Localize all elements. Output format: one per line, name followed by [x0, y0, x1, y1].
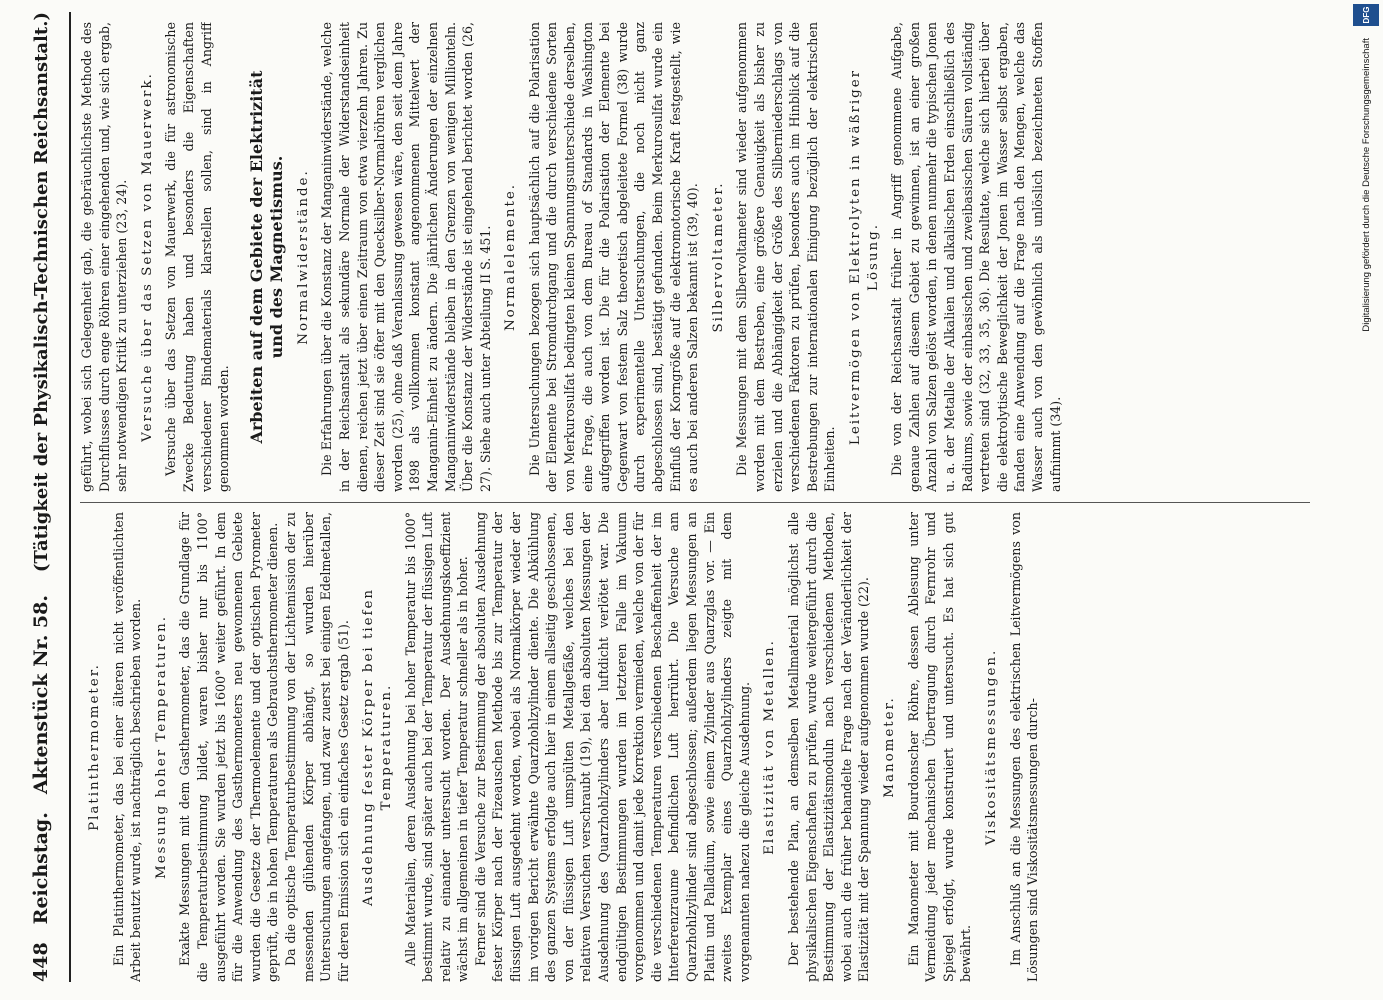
paragraph-silbervoltameter: Die Messungen mit dem Silbervoltameter sind wieder aufgenommen worden mit dem Bestreben, eine größere Genauigkeit als bisher zu erzielen und die Abhängigkeit der Größe des Silberniederschlags von verschiedenen Faktoren zu prüfen, besonders auch im Hinblick auf die Bestrebungen zur internationalen Einigung bezüglich der elektrischen Einheiten. — [734, 22, 838, 492]
dfg-logo: DFG — [1353, 4, 1379, 26]
paragraph-ausdehnung-1: Alle Materialien, deren Ausdehnung bei hoher Temperatur bis 1000° bestimmt wurde, sind später auch bei der Temperatur der flüssigen Luft relativ zu einander untersucht worden. Der Ausdehnungskoeffizient wächst im allgemeinen in tiefer Temperatur schneller als in hoher. — [402, 512, 471, 982]
running-head-title: (Tätigkeit der Physikalisch-Technischen Reichsanstalt.) — [31, 12, 52, 573]
paragraph-hohe-temperaturen-1: Exakte Messungen mit dem Gasthermometer, das die Grundlage für die Temperaturbestimmung bildet, waren bisher nur bis 1100° ausgeführt worden. Sie wurden jetzt bis 1600° weiter geführt. In dem für die Anwendung des Gasthermometers neu gewonnenen Gebiete wurden die Gesetze der Thermoelemente und der optischen Pyrometer geprüft, die in hohen Temperaturen als Gebrauchsthermometer dienen. — [177, 512, 281, 982]
right-column — [78, 22, 1318, 492]
paragraph-mauerwerk: Versuche über das Setzen von Mauerwerk, die für astronomische Zwecke Bedeutung haben und besonders die Eigenschaften verschiedener Bindematerials klarstellen sollen, sind in Angriff genommen worden. — [163, 22, 232, 492]
document-number: Aktenstück Nr. 58. — [30, 595, 52, 795]
paragraph-viskositaet: Im Anschluß an die Messungen des elektrischen Leitvermögens von Lösungen sind Viskositätsmessungen durch- — [1007, 512, 1041, 982]
heading-normalwiderstaende: Normalwiderstände. — [295, 169, 311, 345]
paragraph-normalelemente: Die Untersuchungen bezogen sich hauptsächlich auf die Polarisation der Elemente bei Stromdurchgang und die durch verschiedene Sorten von Merkurosulfat bedingten kleinen Spannungsunterschiede derselben, eine Frage, die auch von dem Bureau of Standards in Washington aufgegriffen worden ist. Die für die Polarisation der Elemente bei Gegenwart von festem Salz theoretisch abgeleitete Formel (38) wurde durch experimentelle Untersuchungen, die noch nicht ganz abgeschlossen sind, bestätigt gefunden. Beim Merkurosulfat wurde ein Einfluß der Korngröße auf die elektromotorische Kraft festgestellt, wie es auch bei anderen Salzen bekannt ist (39, 40). — [526, 22, 701, 492]
credit-text: Digitalisierung gefördert durch die Deutsche Forschungsgemeinschaft — [1360, 38, 1372, 332]
paragraph-normalwiderstaende: Die Erfahrungen über die Konstanz der Manganinwiderstände, welche in der Reichsanstalt als sekundäre Normale der Widerstandseinheit dienen, reichen jetzt über einen Zeitraum von etwa vierzehn Jahren. Zu dieser Zeit sind sie öfter mit den Quecksilber-Normalröhren verglichen worden (25), ohne daß Veranlassung gewesen wäre, den seit dem Jahre 1898 als vollkommen konstant angenommenen Mittelwert der Manganin-Einheit zu ändern. Die jährlichen Änderungen der einzelnen Manganinwiderstände bleiben in den Grenzen von wenigen Millionteln. Über die Konstanz der Widerstände ist eingehend berichtet worden (26, 27). Siehe auch unter Abteilung II S. 451. — [319, 22, 493, 492]
paragraph-continuation: geführt, wobei sich Gelegenheit gab, die gebräuchlichste Methode des Durchflusses durch enge Röhren einer eingehenden und, wie sich ergab, sehr notwendigen Kritik zu unterziehen (23, 24). — [79, 22, 130, 492]
digitization-credit — [1352, 0, 1380, 1000]
page-number: 448 — [30, 942, 52, 982]
heading-elektrizitaet — [247, 22, 287, 492]
heading-ausdehnung-line2: Temperaturen. — [378, 683, 394, 811]
heading-viskositaet: Viskositätsmessungen. — [983, 648, 999, 846]
heading-ausdehnung — [360, 512, 395, 982]
heading-elektrizitaet-line1: Arbeiten auf dem Gebiete der Elektrizität — [246, 70, 266, 444]
heading-normalelemente: Normalelemente. — [503, 182, 519, 332]
heading-silbervoltameter: Silbervoltameter. — [710, 181, 726, 333]
paragraph-manometer: Ein Manometer mit Bourdonscher Röhre, dessen Ablesung unter Vermeidung jeder mechanischen Übertragung durch Fernrohr und Spiegel erfolgt, wurde konstruiert und untersucht. Es hat sich gut bewährt. — [905, 512, 974, 982]
column-divider — [80, 502, 1310, 503]
heading-manometer: Manometer. — [881, 696, 897, 798]
paragraph-elastizitaet: Der bestehende Plan, an demselben Metallmaterial möglichst alle physikalischen Eigenschaften zu prüfen, wurde weitergeführt durch die Bestimmung der Elastizitätsmoduln nach verschiedenen Methoden, wobei auch die früher behandelte Frage nach der Veränderlichkeit der Elastizität mit der Spannung wieder aufgenommen wurde (22). — [785, 512, 872, 982]
heading-hohe-temperaturen: Messung hoher Temperaturen. — [153, 615, 169, 879]
left-column — [78, 512, 1318, 982]
heading-elastizitaet: Elastizität von Metallen. — [762, 639, 778, 855]
heading-ausdehnung-line1: Ausdehnung fester Körper bei tiefen — [361, 587, 377, 907]
heading-platinthermometer: Platinthermometer. — [87, 663, 102, 831]
heading-elektrizitaet-line2: und des Magnetismus. — [266, 155, 286, 359]
heading-mauerwerk: Versuche über das Setzen von Mauerwerk. — [139, 72, 155, 442]
paragraph-ausdehnung-2: Ferner sind die Versuche zur Bestimmung der absoluten Ausdehnung fester Körper nach der Fizeauschen Methode bis zur Temperatur der flüssigen Luft ausgedehnt worden, wobei als Normalkörper wieder der im vorigen Bericht erwähnte Quarzhohlzylinder diente. Die Abkühlung des ganzen Systems erfolgte auch hier in einem allseitig geschlossenen, von der flüssigen Luft umspülten Metallgefäße, welches bei den relativen Versuchen verschraubt (19), bei den absoluten Messungen der Ausdehnung des Quarzhohlzylinders aber luftdicht verlötet war. Die endgültigen Bestimmungen wurden im letzteren Falle im Vakuum vorgenommen und damit jede Korrektion vermieden, welche von der für die verschiedenen Temperaturen verschiedenen Beschaffenheit der im Interferenzraume befindlichen Luft herrührt. Die Versuche am Quarzhohlzylinder sind abgeschlossen; außerdem liegen Messungen an Platin und Palladium, sowie einem Zylinder aus Quarzglas vor. — Ein zweites Exemplar eines Quarzhohlzylinders zeigte mit dem vorgenannten nahezu die gleiche Ausdehnung. — [472, 512, 752, 982]
paragraph-hohe-temperaturen-2: Da die optische Temperaturbestimmung von der Lichtemission der zu messenden glühenden Körper abhängt, so wurden hierüber Untersuchungen angefangen, und zwar zuerst bei einigen Edelmetallen, für deren Emission sich ein einfaches Gesetz ergab (51). — [282, 512, 351, 982]
heading-leitvermoegen — [847, 22, 882, 492]
running-head-left: Reichstag. — [30, 812, 52, 925]
running-head — [30, 12, 71, 982]
heading-leitvermoegen-line1: Leitvermögen von Elektrolyten in wäßriger — [847, 68, 863, 446]
heading-leitvermoegen-line2: Lösung. — [865, 223, 881, 291]
paragraph-leitvermoegen: Die von der Reichsanstalt früher in Angriff genommene Aufgabe, genaue Zahlen auf diesem Gebiet zu gewinnen, ist an einer großen Anzahl von Salzen gelöst worden, in denen nunmehr die typischen Jonen u. a. der Metalle der Alkalien und alkalischen Erden einschließlich des Radiums, sowie der einbasischen und zweibasischen Säuren vollständig vertreten sind (32, 33, 35, 36). Die Resultate, welche sich hierbei über die elektrolytische Beweglichkeit der Jonen im Wasser selbst ergaben, fanden eine Anwendung auf die Frage nach den Mengen, welche das Wasser auch von den gewöhnlich als unlöslich bezeichneten Stoffen aufnimmt (34). — [889, 22, 1063, 492]
paragraph-platinthermometer: Ein Platinthermometer, das bei einer älteren nicht veröffentlichten Arbeit benutzt wurde, ist nachträglich beschrieben worden. — [110, 512, 144, 982]
